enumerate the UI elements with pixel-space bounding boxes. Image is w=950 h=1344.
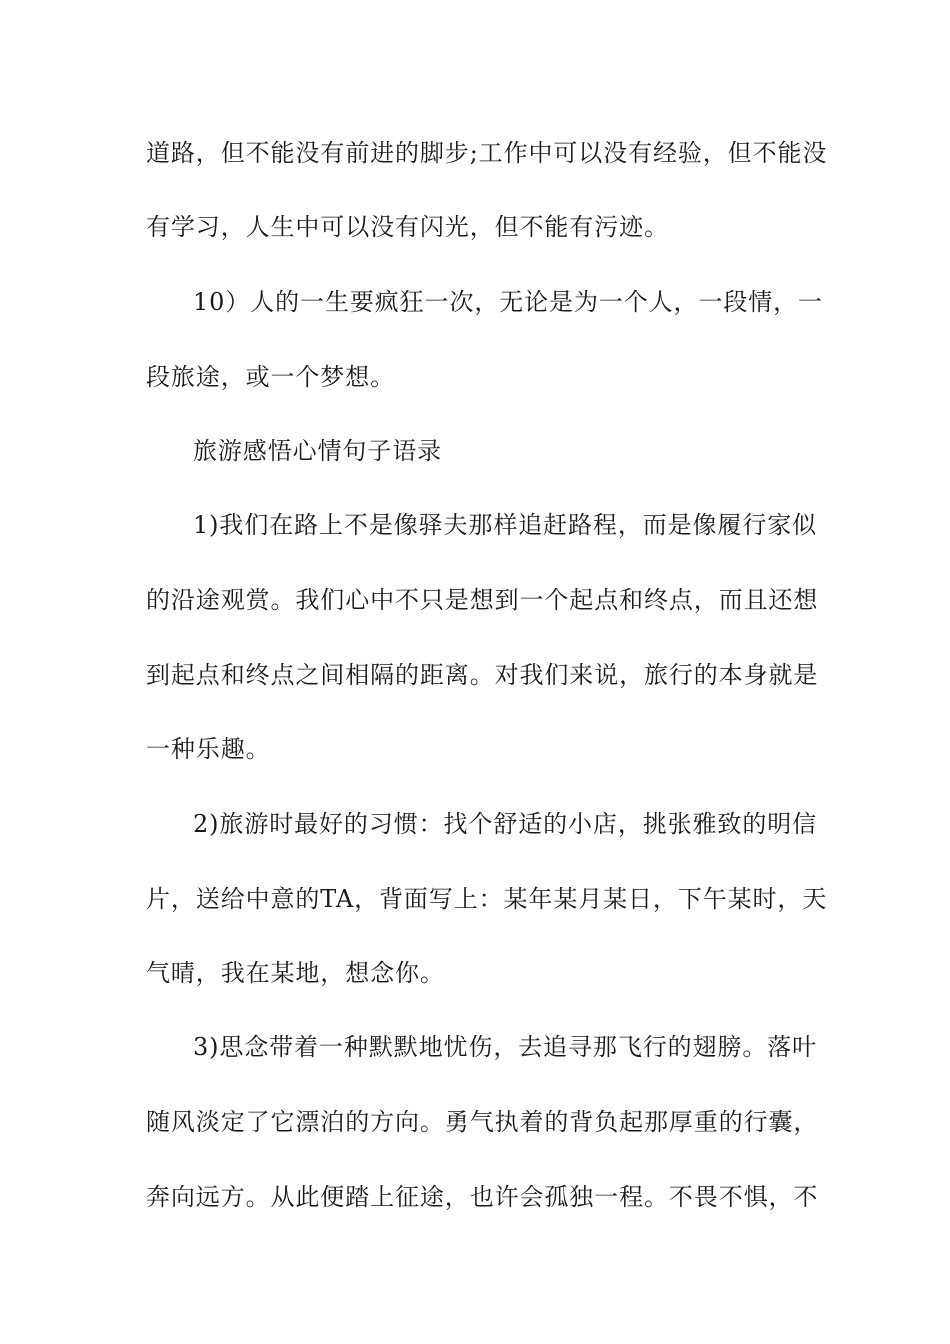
text-line: 道路，但不能没有前进的脚步;工作中可以没有经验，但不能没 — [146, 139, 828, 167]
text-line: 气晴，我在某地，想念你。 — [146, 959, 445, 987]
text-line: 2)旅游时最好的习惯：找个舒适的小店，挑张雅致的明信 — [193, 810, 818, 838]
text-line: 奔向远方。从此便踏上征途，也许会孤独一程。不畏不惧，不 — [146, 1183, 819, 1211]
text-line: 随风淡定了它漂泊的方向。勇气执着的背负起那厚重的行囊， — [146, 1108, 819, 1136]
section-heading: 旅游感悟心情句子语录 — [193, 437, 442, 465]
text-line: 10）人的一生要疯狂一次，无论是为一个人，一段情，一 — [193, 288, 823, 316]
text-line: 段旅途，或一个梦想。 — [146, 363, 395, 391]
text-line: 一种乐趣。 — [146, 735, 271, 763]
text-line: 3)思念带着一种默默地忧伤，去追寻那飞行的翅膀。落叶 — [193, 1033, 818, 1061]
text-line: 1)我们在路上不是像驿夫那样追赶路程，而是像履行家似 — [193, 511, 818, 539]
text-line: 到起点和终点之间相隔的距离。对我们来说，旅行的本身就是 — [146, 661, 819, 689]
text-line: 的沿途观赏。我们心中不只是想到一个起点和终点，而且还想 — [146, 586, 819, 614]
text-line: 片，送给中意的TA，背面写上：某年某月某日，下午某时，天 — [146, 885, 828, 913]
text-line: 有学习，人生中可以没有闪光，但不能有污迹。 — [146, 213, 669, 241]
